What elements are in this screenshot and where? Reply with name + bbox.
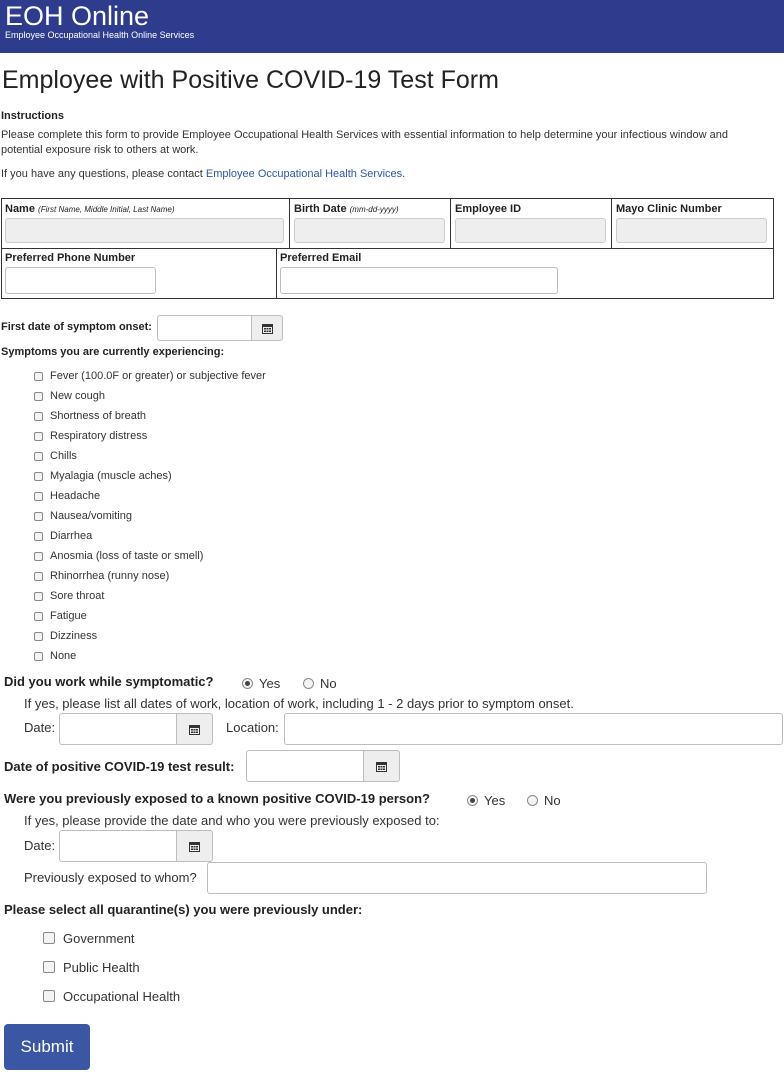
symptom-onset-calendar-button[interactable] (251, 315, 283, 341)
calendar-icon (376, 761, 387, 772)
symptom-option[interactable]: Fever (100.0F or greater) or subjective fever (34, 368, 266, 384)
table-divider (276, 248, 277, 299)
employee-id-field[interactable] (455, 218, 606, 243)
symptom-option[interactable]: Diarrhea (34, 528, 92, 544)
quarantine-option[interactable]: Government (43, 929, 135, 947)
symptom-option[interactable]: Shortness of breath (34, 408, 146, 424)
exposed-yes-radio[interactable]: Yes (467, 793, 505, 808)
symptom-option[interactable]: None (34, 648, 76, 664)
exposed-no-radio[interactable]: No (527, 793, 561, 808)
radio-unselected[interactable] (527, 795, 538, 806)
checkbox[interactable] (43, 961, 55, 973)
table-divider (611, 198, 612, 249)
checkbox[interactable] (34, 612, 43, 621)
employee-id-label: Employee ID (455, 203, 522, 215)
symptom-option[interactable]: Chills (34, 448, 77, 464)
exposure-hint: If yes, please provide the date and who you were previously exposed to: (24, 813, 440, 828)
quarantine-option[interactable]: Occupational Health (43, 987, 180, 1005)
birth-date-field[interactable] (294, 218, 445, 243)
contact-prefix: If you have any questions, please contact (1, 168, 206, 180)
checkbox[interactable] (34, 572, 43, 581)
email-label: Preferred Email (280, 252, 362, 264)
quarantine-heading: Please select all quarantine(s) you were previously under: (4, 902, 363, 917)
checkbox[interactable] (34, 412, 43, 421)
symptom-option[interactable]: Headache (34, 488, 100, 504)
instructions-text: Please complete this form to provide Employee Occupational Health Services with essential information to help determine your infectious window and potential exposure risk to others at work. (1, 129, 728, 156)
mayo-number-field[interactable] (616, 218, 767, 243)
symptom-option[interactable]: Sore throat (34, 588, 104, 604)
name-field[interactable] (5, 218, 284, 243)
submit-button[interactable]: Submit (4, 1024, 90, 1070)
checkbox[interactable] (34, 452, 43, 461)
table-divider (289, 198, 290, 249)
checkbox[interactable] (34, 592, 43, 601)
positive-test-label: Date of positive COVID-19 test result: (4, 759, 235, 774)
checkbox[interactable] (34, 512, 43, 521)
symptom-option[interactable]: Dizziness (34, 628, 97, 644)
exposed-whom-input[interactable] (207, 862, 707, 894)
symptom-option[interactable]: Nausea/vomiting (34, 508, 132, 524)
positive-test-calendar-button[interactable] (363, 750, 400, 782)
checkbox[interactable] (43, 932, 55, 944)
exposure-question: Were you previously exposed to a known positive COVID-19 person? (4, 791, 430, 806)
checkbox[interactable] (34, 632, 43, 641)
worked-no-radio[interactable]: No (303, 676, 337, 691)
phone-label: Preferred Phone Number (5, 252, 136, 264)
mayo-number-label: Mayo Clinic Number (616, 203, 722, 215)
symptom-option[interactable]: New cough (34, 388, 105, 404)
symptom-onset-label: First date of symptom onset: (1, 321, 152, 333)
checkbox[interactable] (34, 472, 43, 481)
contact-link[interactable]: Employee Occupational Health Services (205, 168, 403, 180)
checkbox[interactable] (43, 990, 55, 1002)
page-title: Employee with Positive COVID-19 Test Form (2, 66, 499, 94)
symptom-option[interactable]: Rhinorrhea (runny nose) (34, 568, 169, 584)
worked-date-input[interactable] (59, 713, 177, 745)
worked-date-label: Date: (24, 720, 56, 735)
symptom-option[interactable]: Fatigue (34, 608, 87, 624)
worked-question: Did you work while symptomatic? (4, 674, 214, 689)
symptom-option[interactable]: Respiratory distress (34, 428, 147, 444)
radio-selected[interactable] (242, 678, 253, 689)
app-header (0, 0, 784, 53)
checkbox[interactable] (34, 492, 43, 501)
checkbox[interactable] (34, 552, 43, 561)
contact-suffix: . (402, 168, 406, 180)
calendar-icon (262, 323, 273, 334)
app-tagline: Employee Occupational Health Online Services (5, 30, 195, 40)
positive-test-date-input[interactable] (246, 750, 364, 782)
worked-location-input[interactable] (284, 713, 783, 745)
calendar-icon (189, 724, 200, 735)
symptom-option[interactable]: Anosmia (loss of taste or smell) (34, 548, 203, 564)
checkbox[interactable] (34, 532, 43, 541)
worked-location-label: Location: (226, 720, 279, 735)
checkbox[interactable] (34, 432, 43, 441)
instructions-heading: Instructions (1, 110, 64, 122)
worked-hint: If yes, please list all dates of work, location of work, including 1 - 2 days prior to symptom onset. (24, 696, 574, 711)
worked-date-calendar-button[interactable] (176, 713, 213, 745)
birth-date-label: Birth Date (mm-dd-yyyy) (294, 203, 399, 215)
contact-line (1, 168, 405, 180)
checkbox[interactable] (34, 652, 43, 661)
phone-field[interactable] (5, 267, 156, 294)
email-field[interactable] (280, 267, 558, 294)
calendar-icon (189, 841, 200, 852)
exposed-whom-label: Previously exposed to whom? (24, 870, 197, 885)
app-brand[interactable]: EOH Online (5, 1, 150, 31)
symptoms-heading: Symptoms you are currently experiencing: (1, 346, 225, 358)
checkbox[interactable] (34, 392, 43, 401)
exposure-date-calendar-button[interactable] (176, 830, 213, 862)
name-label: Name (First Name, Middle Initial, Last Name) (5, 203, 175, 215)
radio-unselected[interactable] (303, 678, 314, 689)
radio-selected[interactable] (467, 795, 478, 806)
symptom-onset-date-input[interactable] (157, 315, 252, 341)
quarantine-option[interactable]: Public Health (43, 958, 140, 976)
exposure-date-input[interactable] (59, 830, 177, 862)
table-divider (450, 198, 451, 249)
exposure-date-label: Date: (24, 838, 56, 853)
worked-yes-radio[interactable]: Yes (242, 676, 280, 691)
symptom-option[interactable]: Myalagia (muscle aches) (34, 468, 172, 484)
checkbox[interactable] (34, 372, 43, 381)
